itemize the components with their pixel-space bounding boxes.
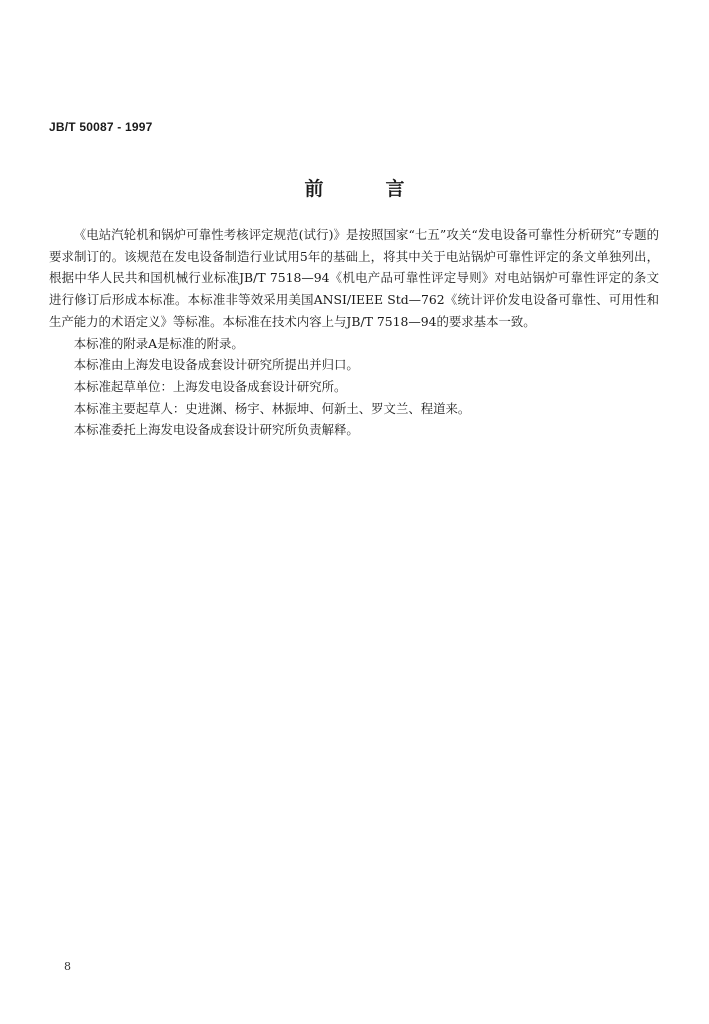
page-title: 前言 — [304, 178, 467, 200]
page-number: 8 — [64, 960, 71, 973]
foreword-body — [49, 224, 659, 441]
standard-code: JB/T 50087 - 1997 — [49, 120, 153, 134]
foreword-paragraph-appendix: 本标准的附录A是标准的附录。 — [73, 335, 244, 351]
foreword-paragraph-interpretation: 本标准委托上海发电设备成套设计研究所负责解释。 — [73, 422, 359, 438]
foreword-paragraph-drafters: 本标准主要起草人：史进渊、杨宇、林振坤、何新土、罗文兰、程道来。 — [73, 400, 471, 416]
foreword-paragraph-proposer: 本标准由上海发电设备成套设计研究所提出并归口。 — [73, 357, 359, 373]
foreword-paragraph-intro: 《电站汽轮机和锅炉可靠性考核评定规范(试行)》是按照国家“七五”攻关“发电设备可靠性分析研究”专题的要求制订的。该规范在发电设备制造行业试用5年的基础上，将其中关于电站锅炉可靠性评定的条文单独列出，根据中华人民共和国机械行业标准JB/T 7518—94《机电产品可靠性评定导则》对电站锅炉可靠性评定的条文进行修订后形成本标准。本标准非等效采用美国ANSI/IEEE Std—762《统计评价发电设备可靠性、可用性和生产能力的术语定义》等标准。本标准在技术内容上与JB/T 7518—94的要求基本一致。 — [49, 227, 659, 329]
foreword-paragraph-drafting-unit: 本标准起草单位：上海发电设备成套设计研究所。 — [73, 378, 347, 394]
